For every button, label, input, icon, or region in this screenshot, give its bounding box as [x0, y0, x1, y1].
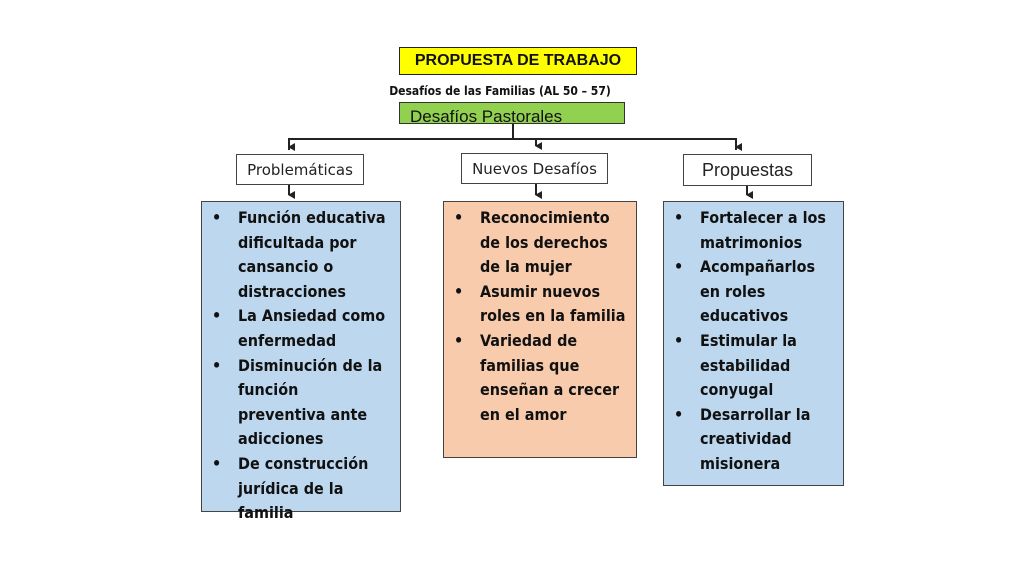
list-item-text: Acompañarlos en roles educativos [700, 257, 816, 326]
heading-propuestas-label: Propuestas [701, 159, 794, 180]
bullet-icon: • [454, 330, 464, 350]
heading-problematicas-label: Problemáticas [247, 160, 353, 179]
bullet-icon: • [454, 281, 464, 301]
list-item [210, 354, 390, 452]
bullet-icon: • [212, 355, 222, 375]
problematicas-box [201, 201, 401, 523]
list-item [672, 403, 833, 477]
list-item-text: Disminución de la función preventiva ante adicciones [238, 355, 383, 449]
list-item [452, 329, 626, 427]
list-item-text: De construcción jurídica de la familia [238, 453, 369, 523]
bullet-icon: • [674, 257, 684, 277]
list-item [210, 452, 390, 526]
list-item [452, 280, 626, 329]
propuestas-box [663, 201, 844, 486]
bullet-icon: • [454, 208, 464, 227]
list-item-text: Asumir nuevos roles en la familia [480, 281, 626, 326]
list-item [210, 206, 390, 304]
list-item [452, 206, 626, 280]
propuestas-list [672, 206, 833, 477]
list-item-text: Reconocimiento de los derechos de la mujer [480, 208, 610, 277]
branch-line [289, 139, 736, 150]
nuevos-desafios-box [443, 201, 637, 458]
list-item-text: Función educativa dificultada por cansancio o distracciones [238, 208, 386, 301]
pastoral-box [399, 102, 625, 124]
list-item [672, 206, 833, 255]
problematicas-list [210, 206, 390, 526]
heading-propuestas [683, 154, 812, 186]
subtitle-text: Desafíos de las Familias (AL 50 – 57) [389, 84, 611, 98]
nuevos-desafios-list [452, 206, 626, 427]
heading-problematicas [236, 154, 364, 185]
title-text: PROPUESTA DE TRABAJO [414, 52, 622, 69]
list-item-text: La Ansiedad como enfermedad [238, 306, 386, 350]
bullet-icon: • [212, 208, 222, 227]
list-item [672, 329, 833, 403]
list-item-text: Fortalecer a los matrimonios [700, 208, 826, 252]
list-item-text: Estimular la estabilidad conyugal [700, 330, 797, 400]
list-item-text: Desarrollar la creatividad misionera [700, 404, 811, 473]
list-item [672, 255, 833, 329]
bullet-icon: • [212, 306, 222, 326]
bullet-icon: • [212, 453, 222, 473]
list-item-text: Variedad de familias que enseñan a crecer en el amor [480, 330, 620, 424]
title-box [399, 47, 637, 75]
heading-nuevos-desafios [461, 153, 608, 184]
pastoral-text: Desafíos Pastorales [410, 107, 563, 124]
bullet-icon: • [674, 208, 684, 227]
bullet-icon: • [674, 330, 684, 350]
bullet-icon: • [674, 404, 684, 424]
list-item [210, 304, 390, 353]
heading-nuevos-desafios-label: Nuevos Desafíos [472, 159, 597, 178]
